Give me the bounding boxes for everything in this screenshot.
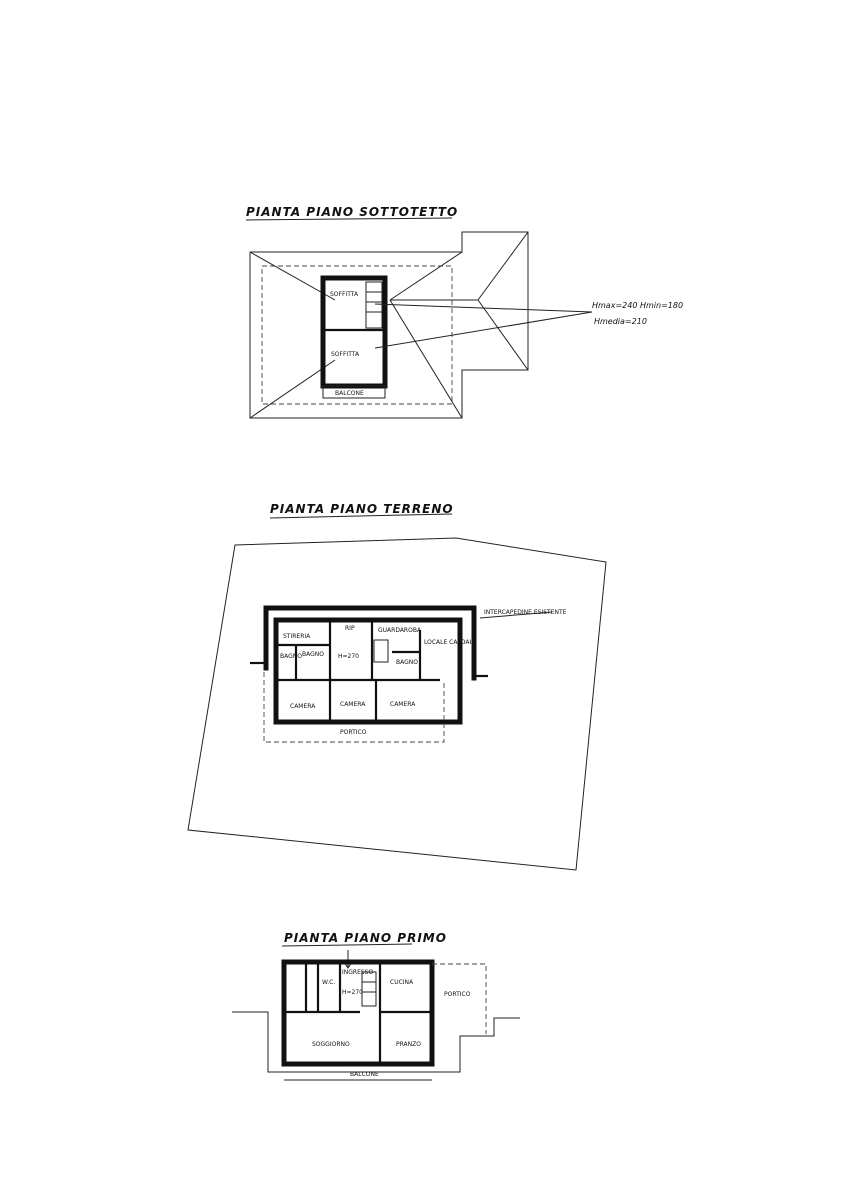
room-label-bagno-3: BAGNO [396, 659, 418, 666]
room-label-portico-first: PORTICO [444, 991, 471, 998]
room-label-cucina: CUCINA [390, 979, 414, 986]
eaves-line [262, 266, 452, 404]
room-label-rip: RIP [345, 625, 355, 632]
room-label-pranzo: PRANZO [396, 1041, 421, 1048]
room-label-bagno-1: BAGNO [280, 653, 302, 660]
ground-stair [374, 640, 388, 662]
leader-line [375, 304, 592, 312]
room-label-bagno-2: BAGNO [302, 651, 324, 658]
room-label-locale-caldaia: LOCALE CALDAIA [424, 639, 476, 646]
first-plan-title: PIANTA PIANO PRIMO [284, 931, 447, 945]
intercapedine-note: INTERCAPEDINE ESISTENTE [484, 609, 567, 616]
room-label-balcone-first: BALCONE [350, 1071, 379, 1078]
room-label-ingresso: INGRESSO [342, 969, 374, 976]
leader-line [375, 312, 592, 348]
room-label-camera-1: CAMERA [290, 703, 316, 710]
first-stair [362, 972, 376, 1006]
heights-note-media: Hmedia=210 [594, 317, 647, 326]
height-label-ground: H=270 [338, 653, 359, 660]
ground-floor-plan [188, 502, 606, 870]
attic-stair [366, 282, 382, 328]
room-label-portico: PORTICO [340, 729, 367, 736]
attic-plan-title: PIANTA PIANO SOTTOTETTO [246, 205, 459, 219]
hip-line [478, 300, 528, 370]
room-label-camera-3: CAMERA [390, 701, 416, 708]
hip-line [390, 300, 462, 418]
room-label-soggiorno: SOGGIORNO [312, 1041, 350, 1048]
first-portico-outline [432, 964, 486, 1034]
room-label-guardaroba: GUARDAROBA [378, 627, 422, 634]
ground-plan-title: PIANTA PIANO TERRENO [270, 502, 454, 516]
first-floor-plan [232, 931, 520, 1080]
height-label-first: H=270 [342, 989, 363, 996]
room-label-soffitta-1: SOFFITTA [330, 291, 359, 298]
heights-note-max-min: Hmax=240 Hmin=180 [592, 301, 684, 310]
room-label-balcone: BALCONE [335, 390, 364, 397]
hip-line [478, 232, 528, 300]
room-label-soffitta-2: SOFFITTA [331, 351, 360, 358]
room-label-stireria: STIRERIA [283, 633, 311, 640]
attic-plan [246, 205, 683, 418]
room-label-wc: W.C. [322, 979, 336, 986]
hip-line [390, 252, 462, 300]
room-label-camera-2: CAMERA [340, 701, 366, 708]
